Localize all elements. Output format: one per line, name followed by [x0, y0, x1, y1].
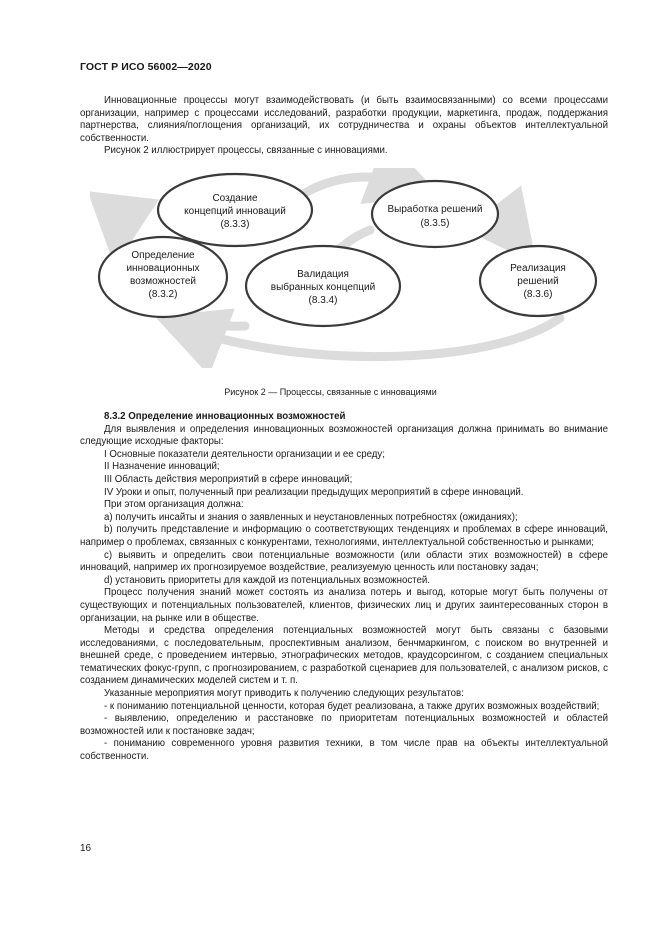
node-identify-l4: (8.3.2): [148, 289, 178, 300]
innovation-processes-diagram: [90, 168, 610, 368]
node-identify-l2: инновационных: [126, 263, 200, 274]
node-create-concepts-l3: (8.3.3): [220, 219, 250, 230]
node-realize-l2: решений: [517, 276, 559, 287]
body-paragraph: - пониманию современного уровня развития техники, в том числе прав на объекты интеллектуальной собственности.: [80, 738, 608, 763]
intro-text: [80, 95, 608, 158]
node-realize-l1: Реализация: [510, 263, 566, 274]
body-paragraph: - выявлению, определению и расстановке по приоритетам потенциальных возможностей и областей возможностей или к постановке задач;: [80, 713, 608, 737]
body-paragraph: Методы и средства определения потенциальных возможностей могут быть связаны с базовыми исследованиями, с последовательным, проспективным анализом, бенчмаркингом, с поиском во внутренней и внешней среде, с проведением интервью, этнографических методов, краудсорсингом, с созданием специальных тематических фокус-групп, с прогнозированием, с разработкой сценариев для пользователей, с анализом рисков, с созданием динамических моделей систем и т. п.: [80, 625, 608, 687]
node-realize-l3: (8.3.6): [523, 289, 553, 300]
body-paragraph: a) получить инсайты и знания о заявленных и неустановленных потребностях (ожиданиях);: [104, 511, 518, 523]
node-identify-l3: возможностей: [130, 276, 196, 287]
body-paragraph: - к пониманию потенциальной ценности, которая будет реализована, а также других возможных воздействий;: [104, 700, 600, 712]
node-validate-l1: Валидация: [297, 269, 349, 280]
body-paragraph: b) получить представление и информацию о соответствующих тенденциях и проблемах в сфере инноваций, например о проблемах, связанных с конкурентами, технологиями, интеллектуальной собственностью и рынками;: [80, 524, 608, 548]
node-identify-opportunities: [99, 237, 227, 317]
node-develop-solutions-l1: Выработка решений: [387, 204, 483, 215]
body-paragraph: Процесс получения знаний может состоять из анализа потерь и выгод, которые могут быть получены от существующих и потенциальных пользователей, клиентов, физических лиц и других заинтересованных сторон в организации, на рынке или в обществе.: [80, 587, 608, 624]
node-develop-solutions-l2: (8.3.5): [420, 218, 450, 229]
node-develop-solutions: [372, 181, 498, 247]
document-header: ГОСТ Р ИСО 56002—2020: [80, 61, 212, 73]
intro-paragraph: Рисунок 2 иллюстрирует процессы, связанные с инновациями.: [104, 145, 388, 157]
node-validate-l2: выбранных концепций: [270, 282, 376, 293]
body-paragraph: d) установить приоритеты для каждой из потенциальных возможностей.: [104, 574, 430, 586]
node-validate-concepts: [246, 246, 400, 326]
node-validate-l3: (8.3.4): [308, 295, 338, 306]
body-paragraph: Указанные мероприятия могут приводить к получению следующих результатов:: [104, 688, 464, 700]
node-create-concepts-l2: концепций инноваций: [184, 206, 286, 217]
node-realize-solutions: [480, 246, 596, 316]
body-paragraph: III Область действия мероприятий в сфере инноваций;: [104, 473, 353, 485]
intro-paragraph: Инновационные процессы могут взаимодействовать (и быть взаимосвязанными) со всеми процессами организации, например с процессами исследований, разработки продукции, маркетинга, продаж, поддержания партнерства, слияния/поглощения организаций, их сотрудничества и охраны объектов интеллектуальной собственности.: [80, 95, 608, 144]
page-number: 16: [80, 843, 92, 854]
node-create-concepts: [158, 174, 312, 246]
figure-caption: Рисунок 2 — Процессы, связанные с инновациями: [224, 387, 437, 397]
node-create-concepts-l1: Создание: [212, 193, 258, 204]
body-paragraph: I Основные показатели деятельности организации и ее среду;: [104, 448, 385, 460]
body-paragraph: c) выявить и определить свои потенциальные возможности (или области этих возможностей) в сфере инноваций, например их прогнозируемое воздействие, реализуемую ценность или постановку задач;: [80, 549, 608, 574]
arrow-upper-left: [118, 203, 150, 240]
body-paragraph: Для выявления и определения инновационных возможностей организация должна принимать во внимание следующие исходные факторы:: [80, 423, 608, 448]
node-identify-l1: Определение: [131, 250, 195, 261]
body-paragraph: При этом организация должна:: [104, 499, 244, 511]
body-paragraph: II Назначение инноваций;: [104, 461, 220, 473]
section-title: 8.3.2 Определение инновационных возможностей: [104, 411, 346, 422]
body-paragraph: IV Уроки и опыт, полученный при реализации предыдущих мероприятий в сфере инноваций.: [104, 486, 524, 498]
section-body: [80, 411, 608, 764]
